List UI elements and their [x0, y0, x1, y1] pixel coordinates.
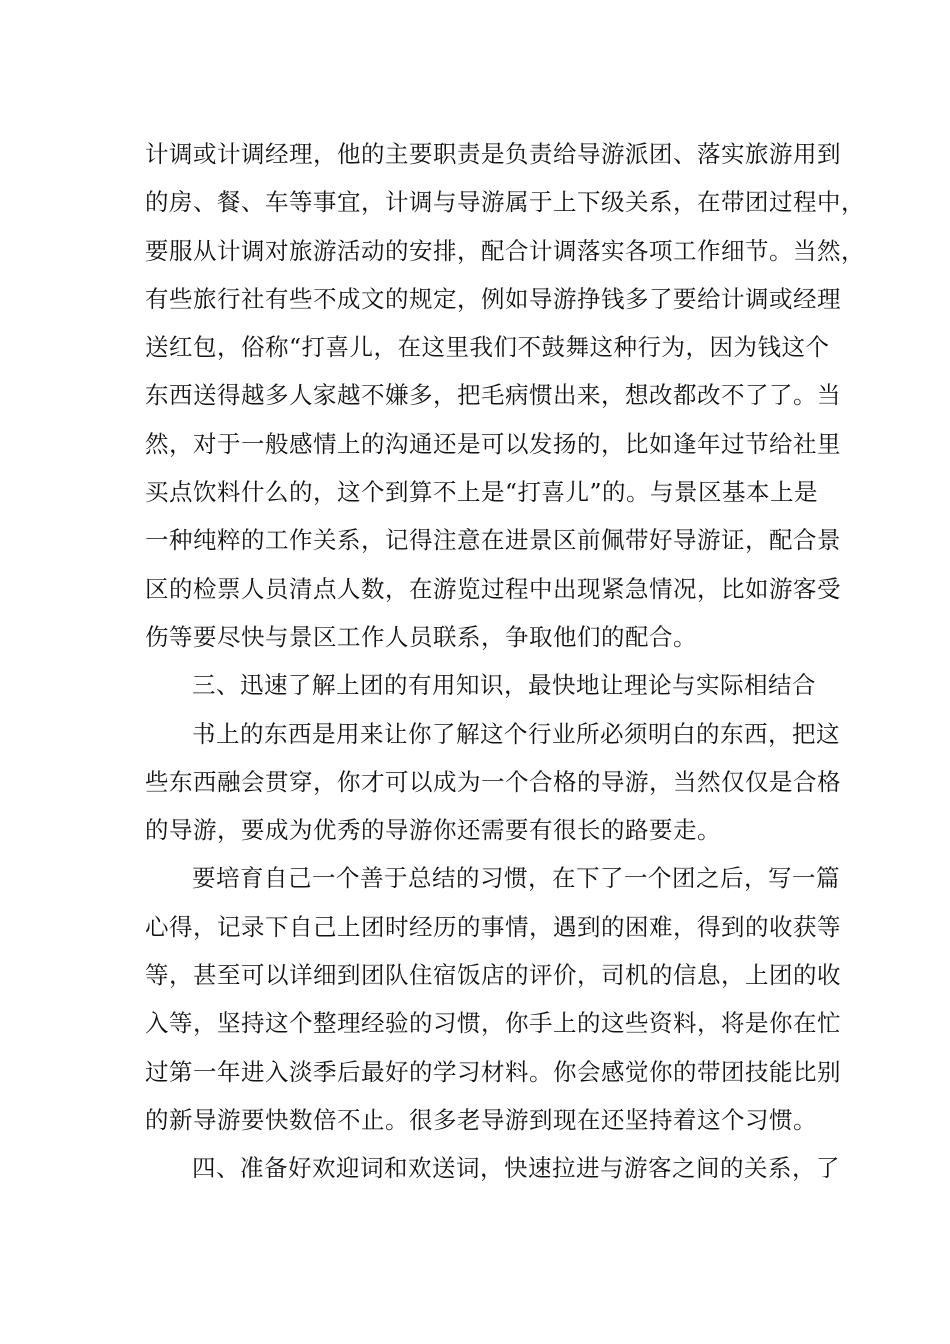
- paragraph-start: 书上的东西是用来让你了解这个行业所必须明白的东西，把这: [192, 719, 840, 748]
- text-line: 区的检票人员清点人数，在游览过程中出现紧急情况，比如游客受: [145, 574, 841, 603]
- text-line: 些东西融会贯穿，你才可以成为一个合格的导游，当然仅仅是合格: [145, 767, 841, 796]
- text-line: 入等，坚持这个整理经验的习惯，你手上的这些资料，将是你在忙: [145, 1009, 841, 1038]
- text-line: 要服从计调对旅游活动的安排，配合计调落实各项工作细节。当然，: [145, 236, 865, 265]
- text-line: 的导游，要成为优秀的导游你还需要有很长的路要走。: [145, 816, 721, 845]
- text-line: 的新导游要快数倍不止。很多老导游到现在还坚持着这个习惯。: [145, 1105, 817, 1134]
- document-body: [145, 130, 865, 1193]
- text-line: 计调或计调经理，他的主要职责是负责给导游派团、落实旅游用到: [145, 140, 841, 168]
- text-line: 等，甚至可以详细到团队住宿饭店的评价，司机的信息，上团的收: [145, 961, 841, 990]
- section-heading-4: 四、准备好欢迎词和欢送词，快速拉进与游客之间的关系，了: [192, 1154, 840, 1183]
- text-line: 的房、餐、车等事宜，计调与导游属于上下级关系，在带团过程中，: [145, 188, 865, 217]
- text-line: 一种纯粹的工作关系，记得注意在进景区前佩带好导游证，配合景: [145, 526, 841, 555]
- text-line: 然，对于一般感情上的沟通还是可以发扬的，比如逢年过节给社里: [145, 429, 841, 458]
- text-line: 东西送得越多人家越不嫌多，把毛病惯出来，想改都改不了了。当: [145, 381, 841, 410]
- text-line: 伤等要尽快与景区工作人员联系，争取他们的配合。: [145, 622, 697, 651]
- text-line: 心得，记录下自己上团时经历的事情，遇到的困难，得到的收获等: [145, 912, 841, 941]
- text-line: 有些旅行社有些不成文的规定，例如导游挣钱多了要给计调或经理: [145, 284, 841, 313]
- text-line: 送红包，俗称“打喜儿，在这里我们不鼓舞这种行为，因为钱这个: [145, 333, 830, 362]
- section-heading-3: 三、迅速了解上团的有用知识，最快地让理论与实际相结合: [192, 671, 816, 700]
- text-line: 买点饮料什么的，这个到算不上是“打喜儿”的。与景区基本上是: [145, 478, 819, 507]
- paragraph-start: 要培育自己一个善于总结的习惯，在下了一个团之后，写一篇: [192, 864, 840, 893]
- text-line: 过第一年进入淡季后最好的学习材料。你会感觉你的带团技能比别: [145, 1057, 841, 1086]
